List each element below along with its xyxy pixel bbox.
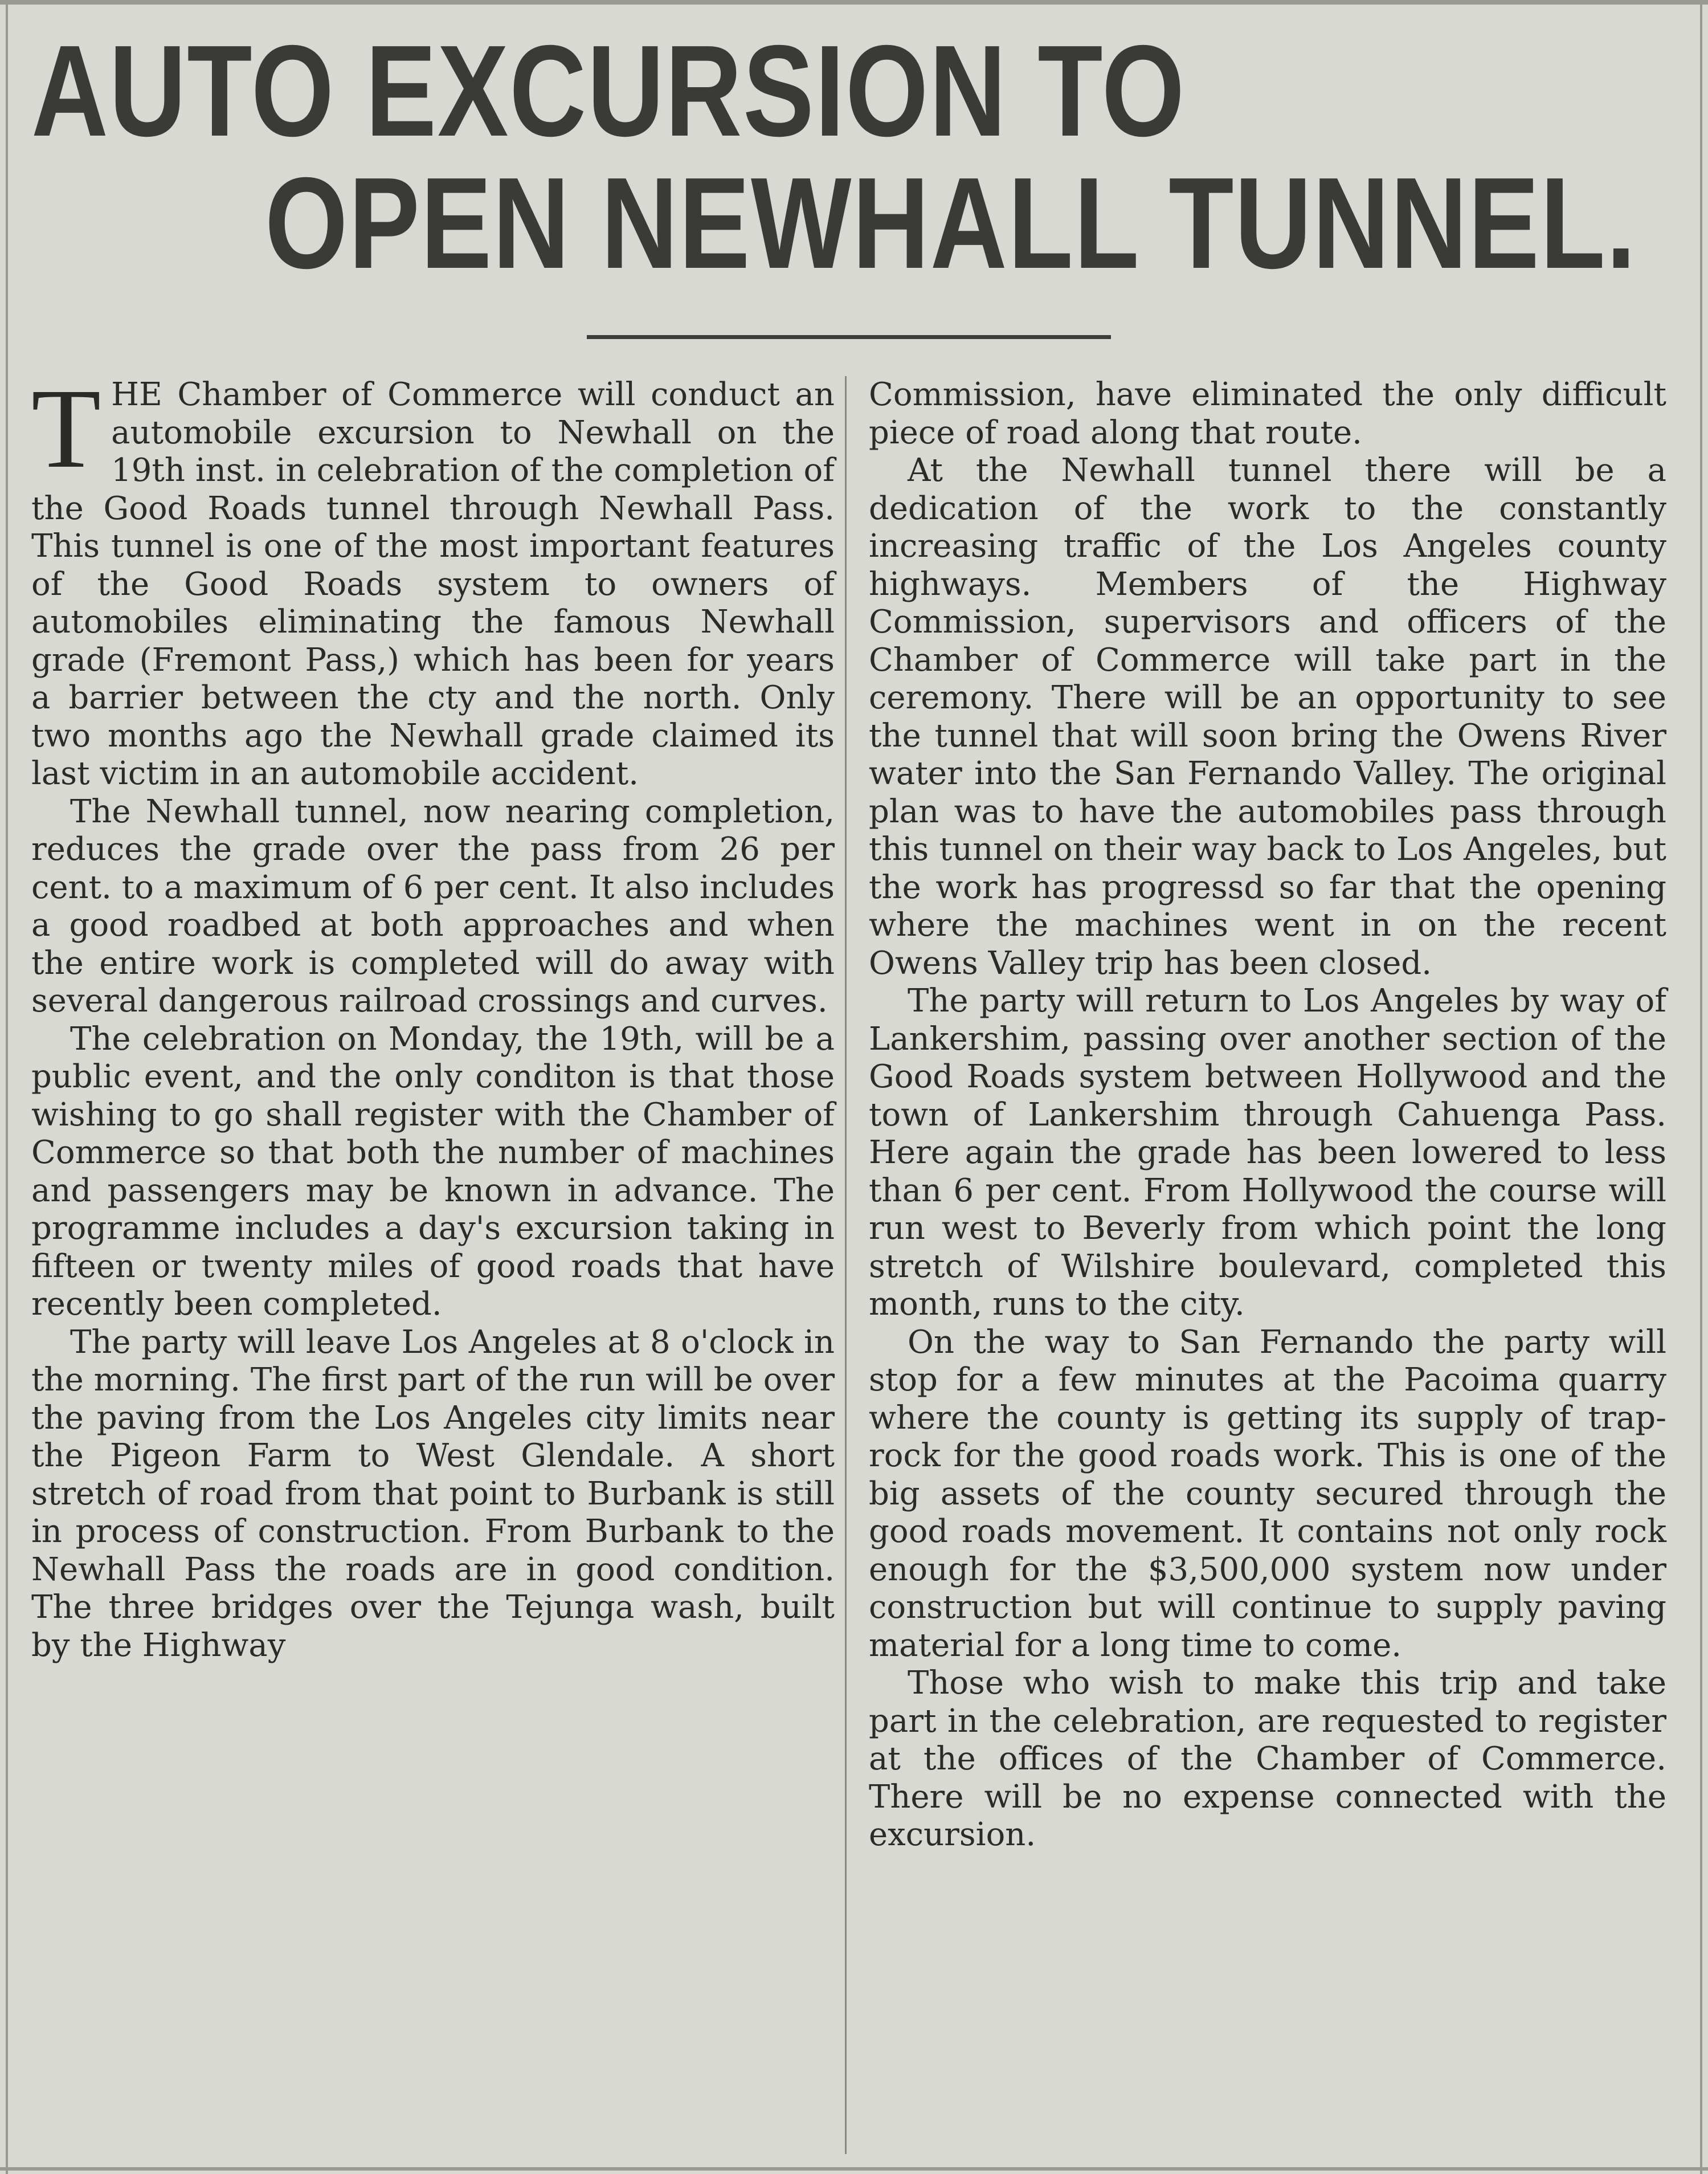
paragraph-1 bbox=[31, 366, 835, 793]
paragraph-5: At the Newhall tunnel there will be a dedication of the work to the constantly increasing traffic of the Los Angeles county highways. Members of the Highway Commission, supervisors and officers of the Chamber of Commerce will take part in the ceremony. There will be an opportunity to see the tunnel that will soon bring the Owens River water into the San Fernando Valley. The original plan was to have the automobiles pass through this tunnel on their way back to Los Angeles, but the work has progressd so far that the opening where the machines went in on the recent Owens Valley trip has been closed. bbox=[869, 452, 1666, 982]
left-border-rule bbox=[6, 0, 8, 2174]
article-column-right bbox=[869, 376, 1666, 1854]
column-rule bbox=[845, 376, 847, 2154]
top-border-rule bbox=[0, 0, 1708, 5]
headline-line-2: OPEN NEWHALL TUNNEL. bbox=[265, 151, 1637, 296]
headline-line-1: AUTO EXCURSION TO bbox=[31, 19, 1186, 164]
article-column-left bbox=[31, 366, 835, 1665]
paragraph-4: The party will leave Los Angeles at 8 o'clock in the morning. The first part of the run will be over the paving from the Los Angeles city limits near the Pigeon Farm to West Glendale. A short stretch of road from that point to Burbank is still in process of construction. From Burbank to the Newhall Pass the roads are in good condition. The three bridges over the Tejunga wash, built by the Highway bbox=[31, 1323, 835, 1664]
bottom-border-rule bbox=[0, 2167, 1708, 2171]
paragraph-1-text: HE Chamber of Commerce will conduct an automobile excursion to Newhall on the 19th inst. in celebration of the completion of the Good Roads tunnel through Newhall Pass. This tunnel is one of the most important features of the Good Roads system to owners of automobiles eliminating the famous Newhall grade (Fremont Pass,) which has been for years a barrier between the cty and the north. Only two months ago the Newhall grade claimed its last victim in an automobile accident. bbox=[31, 376, 835, 792]
drop-cap: T bbox=[31, 366, 101, 492]
paragraph-2: The Newhall tunnel, now nearing completion, reduces the grade over the pass from 26 per cent. to a maximum of 6 per cent. It also includes a good roadbed at both approaches and when the entire work is completed will do away with several dangerous railroad crossings and curves. bbox=[31, 793, 835, 1019]
paragraph-3: The celebration on Monday, the 19th, will be a public event, and the only conditon is that those wishing to go shall register with the Chamber of Commerce so that both the number of machines and passengers may be known in advance. The programme includes a day's excursion taking in fifteen or twenty miles of good roads that have recently been completed. bbox=[31, 1020, 835, 1323]
headline-divider bbox=[587, 335, 1111, 339]
paragraph-6: The party will return to Los Angeles by way of Lankershim, passing over another section of the Good Roads system between Hollywood and the town of Lankershim through Cahuenga Pass. Here again the grade has been lowered to less than 6 per cent. From Hollywood the course will run west to Beverly from which point the long stretch of Wilshire boulevard, completed this month, runs to the city. bbox=[869, 982, 1666, 1323]
paragraph-8: Those who wish to make this trip and take part in the celebration, are requested to register at the offices of the Chamber of Commerce. There will be no expense connected with the excursion. bbox=[869, 1665, 1666, 1853]
paragraph-7: On the way to San Fernando the party will stop for a few minutes at the Pacoima quarry where the county is getting its supply of trap-rock for the good roads work. This is one of the big assets of the county secured through the good roads movement. It contains not only rock enough for the $3,500,000 system now under construction but will continue to supply paving material for a long time to come. bbox=[869, 1323, 1666, 1664]
right-border-rule bbox=[1700, 0, 1702, 2174]
paragraph-4-continued: Commission, have eliminated the only difficult piece of road along that route. bbox=[869, 376, 1666, 451]
